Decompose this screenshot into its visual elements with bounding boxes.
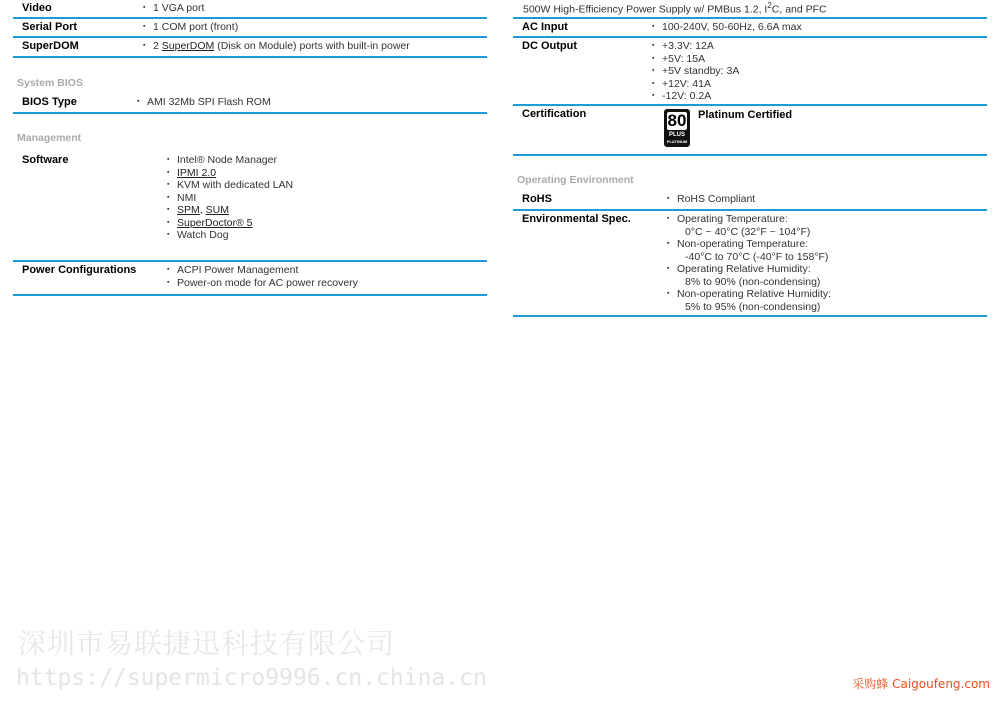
spec-item: ▪ RoHS Compliant xyxy=(667,193,755,206)
item-prefix: 2 xyxy=(153,40,162,52)
item-suffix: (Disk on Module) ports with built-in power xyxy=(214,40,410,52)
spec-item: ▪ Power-on mode for AC power recovery xyxy=(167,277,358,290)
psu-header-sup: 2 xyxy=(767,1,772,10)
brand-watermark: 采购蜂 Caigoufeng.com xyxy=(852,677,990,691)
spec-value xyxy=(137,94,271,112)
spec-label: DC Output xyxy=(522,40,577,52)
spec-value xyxy=(664,106,792,154)
spec-label: Video xyxy=(22,2,52,14)
spec-row-power-configurations xyxy=(13,262,487,296)
spec-row-environmental-spec xyxy=(513,211,987,317)
80-plus-platinum-logo: 80 PLUS PLATINUM xyxy=(664,109,690,147)
url-watermark: https://supermicro9996.cn.china.cn xyxy=(16,665,487,691)
spec-row-rohs xyxy=(513,191,987,211)
superdoctor-link[interactable]: SuperDoctor® 5 xyxy=(177,216,253,229)
spec-row-bios-type xyxy=(13,94,487,114)
spec-label: BIOS Type xyxy=(22,96,77,108)
spec-label: SuperDOM xyxy=(22,40,79,52)
spec-row-certification xyxy=(513,106,987,156)
company-watermark: 深圳市易联捷迅科技有限公司 xyxy=(18,627,396,660)
spec-label: Software xyxy=(22,154,69,166)
spec-value xyxy=(143,0,204,17)
spm-link[interactable]: SPM xyxy=(177,204,200,216)
psu-header-text: 500W High-Efficiency Power Supply w/ PMBus 1.2, I xyxy=(523,3,768,16)
spec-item: ▪ Operating Temperature: 0°C ~ 40°C (32°F ~ 104°F) xyxy=(667,213,831,238)
spec-item: ▪ 1 VGA port xyxy=(143,2,204,15)
spec-label: RoHS xyxy=(522,193,552,205)
spec-item: ▪ +5V standby: 3A xyxy=(652,65,739,78)
spec-item: ▪ 1 COM port (front) xyxy=(143,21,238,34)
spec-value xyxy=(167,152,293,260)
spec-item: ▪ Non-operating Temperature: -40°C to 70°C (-40°F to 158°F) xyxy=(667,238,831,263)
spec-value xyxy=(143,19,238,36)
superdom-link[interactable]: SuperDOM xyxy=(161,40,215,52)
section-title-operating-environment: Operating Environment xyxy=(517,174,634,186)
spec-item: ▪ +3.3V: 12A xyxy=(652,40,739,53)
spec-value xyxy=(667,191,755,209)
psu-header xyxy=(513,0,827,17)
spec-row-superdom xyxy=(13,38,487,58)
spec-item: ▪ +12V: 41A xyxy=(652,78,739,91)
left-spec-column xyxy=(13,0,487,296)
spec-label: Power Configurations xyxy=(22,264,137,276)
spec-item: ▪ Watch Dog xyxy=(167,229,293,242)
spec-row-video xyxy=(13,0,487,19)
spec-value xyxy=(667,211,831,315)
spec-value xyxy=(652,19,802,36)
section-title-system-bios: System BIOS xyxy=(17,77,83,89)
right-spec-column xyxy=(513,0,987,317)
spec-row-dc-output xyxy=(513,38,987,106)
spec-item: ▪ KVM with dedicated LAN xyxy=(167,179,293,192)
spec-label: Environmental Spec. xyxy=(522,213,631,225)
spec-item xyxy=(143,40,410,53)
spec-value xyxy=(143,38,410,56)
spec-row-ac-input xyxy=(513,19,987,38)
psu-header-row xyxy=(513,0,987,19)
spec-row-serial-port xyxy=(13,19,487,38)
spec-item: ▪ Non-operating Relative Humidity: 5% to 95% (non-condensing) xyxy=(667,288,831,313)
certification-text: Platinum Certified xyxy=(698,109,793,121)
spec-item: ▪ 100-240V, 50-60Hz, 6.6A max xyxy=(652,21,802,34)
ipmi-link[interactable]: IPMI 2.0 xyxy=(177,166,217,179)
spec-item xyxy=(167,167,293,180)
spec-item: ▪ Operating Relative Humidity: 8% to 90% (non-condensing) xyxy=(667,263,831,288)
spec-label: AC Input xyxy=(522,21,568,33)
psu-header-text-end: C, and PFC xyxy=(771,3,827,16)
spec-item: ▪ ACPI Power Management xyxy=(167,264,358,277)
spec-item: ▪ -12V: 0.2A xyxy=(652,90,739,103)
spec-item xyxy=(167,217,293,230)
spec-row-software xyxy=(13,152,487,262)
spec-label: Certification xyxy=(522,108,587,120)
spec-item: ▪ SPM, SUM xyxy=(167,204,293,217)
section-title-management: Management xyxy=(17,132,82,144)
spec-item: ▪ Intel® Node Manager xyxy=(167,154,293,167)
spec-item: ▪ NMI xyxy=(167,192,293,205)
spec-item: ▪ +5V: 15A xyxy=(652,53,739,66)
spec-value xyxy=(652,38,739,104)
spec-value xyxy=(167,262,358,294)
spec-label: Serial Port xyxy=(22,21,78,33)
sum-link[interactable]: SUM xyxy=(205,204,229,216)
spec-item: ▪ AMI 32Mb SPI Flash ROM xyxy=(137,96,271,109)
